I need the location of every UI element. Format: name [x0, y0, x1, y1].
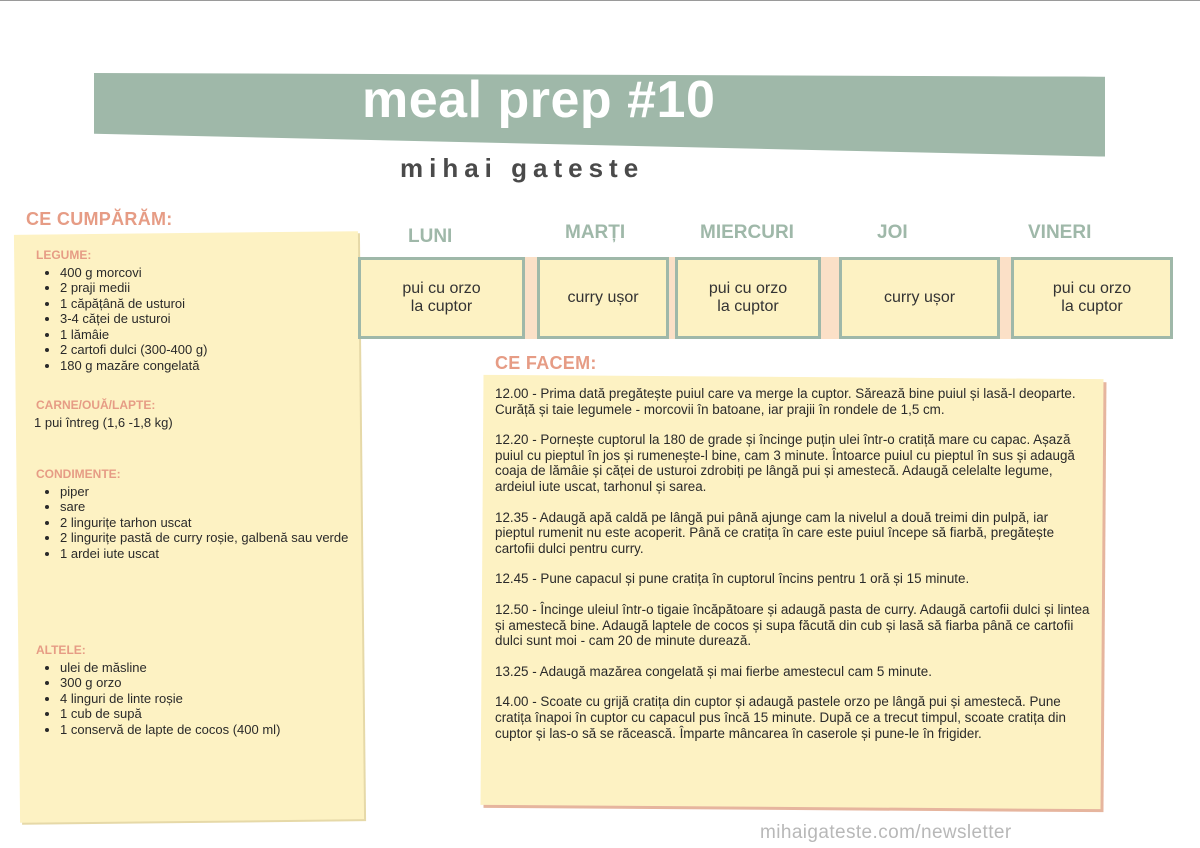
meal-text-line2: la cuptor [1061, 298, 1123, 315]
meal-text-line1: pui cu orzo [1052, 280, 1132, 297]
shopping-heading: CE CUMPĂRĂM: [26, 209, 173, 229]
list-item: • 300 g orzo [60, 675, 376, 691]
list-item: • 2 cartofi dulci (300-400 g) [60, 342, 376, 358]
recipe-step: 12.50 - Încinge uleiul într-o tigaie încăpătoare și adaugă pasta de curry. Adaugă cartofii dulci și lintea și amestecă bine. Adaugă laptele de cocos și supa făcută din cub și lasă să fiarba până ce cartofii dulci sunt moi - cam 20 de minute durează. [495, 601, 1090, 649]
recipe-steps [495, 386, 1091, 756]
recipe-step: 12.20 - Pornește cuptorul la 180 de grade și încinge puțin ulei într-o cratiță mare cu capac. Așază puiul cu pieptul în jos și rumenește-l bine, cam 3 minute. Întoarce puiul cu pieptul în sus și adaugă coaja de lămâie și căței de usturoi zdrobiți pe lângă pui și amestecă. Adaugă celelalte legume, ardeiul iute uscat, tarhonul și sarea. [495, 432, 1075, 494]
altele-section [36, 643, 376, 737]
list-item: • sare [60, 499, 370, 515]
recipe-heading: CE FACEM: [495, 353, 597, 373]
list-item: • 1 căpățână de usturoi [60, 296, 376, 312]
altele-label: ALTELE: [36, 643, 86, 657]
meal-text-line2: la cuptor [717, 298, 779, 315]
carne-section [36, 398, 376, 430]
meal-box-vineri [1011, 257, 1173, 339]
list-item: • piper [60, 484, 370, 500]
list-item: • 400 g morcovi [60, 265, 376, 281]
list-item: • 1 conservă de lapte de cocos (400 ml) [60, 722, 376, 738]
recipe-step: 12.00 - Prima dată pregătește puiul care va merge la cuptor. Sărează bine puiul și lasă-l deoparte. Curăță și taie legumele - morcovii în batoane, iar prajii în rondele de 1,5 cm. [495, 386, 1076, 417]
newsletter-link[interactable]: mihaigateste.com/newsletter [760, 822, 1012, 843]
meal-text-line1: pui cu orzo [402, 280, 481, 297]
legume-list [36, 265, 376, 374]
day-label-luni: LUNI [408, 226, 453, 247]
list-item: • 1 lămâie [60, 327, 376, 343]
list-item: • 2 lingurițe tarhon uscat [60, 515, 370, 531]
meal-text-line2: la cuptor [410, 298, 473, 315]
recipe-step: 12.35 - Adaugă apă caldă pe lângă pui până ajunge cam la nivelul a două treimi din pulpă, iar pieptul rumenit nu este acoperit. Până ce cratița în care este puiul începe să fiarbă, pregătește cartofii dulci pentru curry. [495, 509, 1055, 556]
list-item: • 3-4 căței de usturoi [60, 311, 376, 327]
meal-box-marti [537, 257, 669, 339]
carne-label: CARNE/OUĂ/LAPTE: [36, 398, 156, 412]
altele-list [36, 660, 376, 738]
meal-box-luni [358, 257, 525, 339]
top-divider [0, 0, 1200, 1]
condimente-label: CONDIMENTE: [36, 467, 121, 481]
legume-label: LEGUME: [36, 248, 92, 262]
day-label-joi: JOI [877, 222, 908, 243]
page-subtitle: mihai gateste [400, 153, 645, 183]
carne-text: 1 pui întreg (1,6 -1,8 kg) [34, 414, 173, 430]
meal-text-line1: curry ușor [883, 289, 956, 306]
recipe-step: 14.00 - Scoate cu grijă cratița din cuptor și adaugă pastele orzo pe lângă pui și amestecă. Pune cratița înapoi în cuptor cu capacul pus încă 15 minute. După ce a trecut timpul, scoate cratița din cuptor și las-o să se răcească. Împarte mâncarea în caserole și pune-le în frigider. [495, 694, 1066, 741]
meal-box-miercuri [675, 257, 821, 339]
recipe-step: 12.45 - Pune capacul și pune cratița în cuptorul încins pentru 1 oră și 15 minute. [495, 571, 970, 587]
list-item: • 2 lingurițe pastă de curry roșie, galbenă sau verde [60, 530, 370, 546]
list-item: • 1 ardei iute uscat [60, 546, 370, 562]
condimente-list [36, 484, 370, 562]
day-label-vineri: VINERI [1028, 222, 1092, 243]
list-item: • 180 g mazăre congelată [60, 358, 376, 374]
meal-text-line1: curry ușor [567, 289, 639, 306]
list-item: • 2 praji medii [60, 280, 376, 296]
day-label-marti: MARȚI [565, 222, 626, 243]
condimente-section [36, 467, 376, 561]
list-item: • 4 linguri de linte roșie [60, 691, 376, 707]
meal-box-joi [839, 257, 1000, 339]
day-label-miercuri: MIERCURI [700, 222, 794, 243]
legume-section [36, 248, 376, 373]
page-title: meal prep #10 [362, 71, 716, 129]
recipe-step: 13.25 - Adaugă mazărea congelată și mai fierbe amestecul cam 5 minute. [495, 663, 932, 679]
meal-text-line1: pui cu orzo [708, 280, 788, 297]
list-item: • ulei de măsline [60, 660, 376, 676]
list-item: • 1 cub de supă [60, 706, 376, 722]
